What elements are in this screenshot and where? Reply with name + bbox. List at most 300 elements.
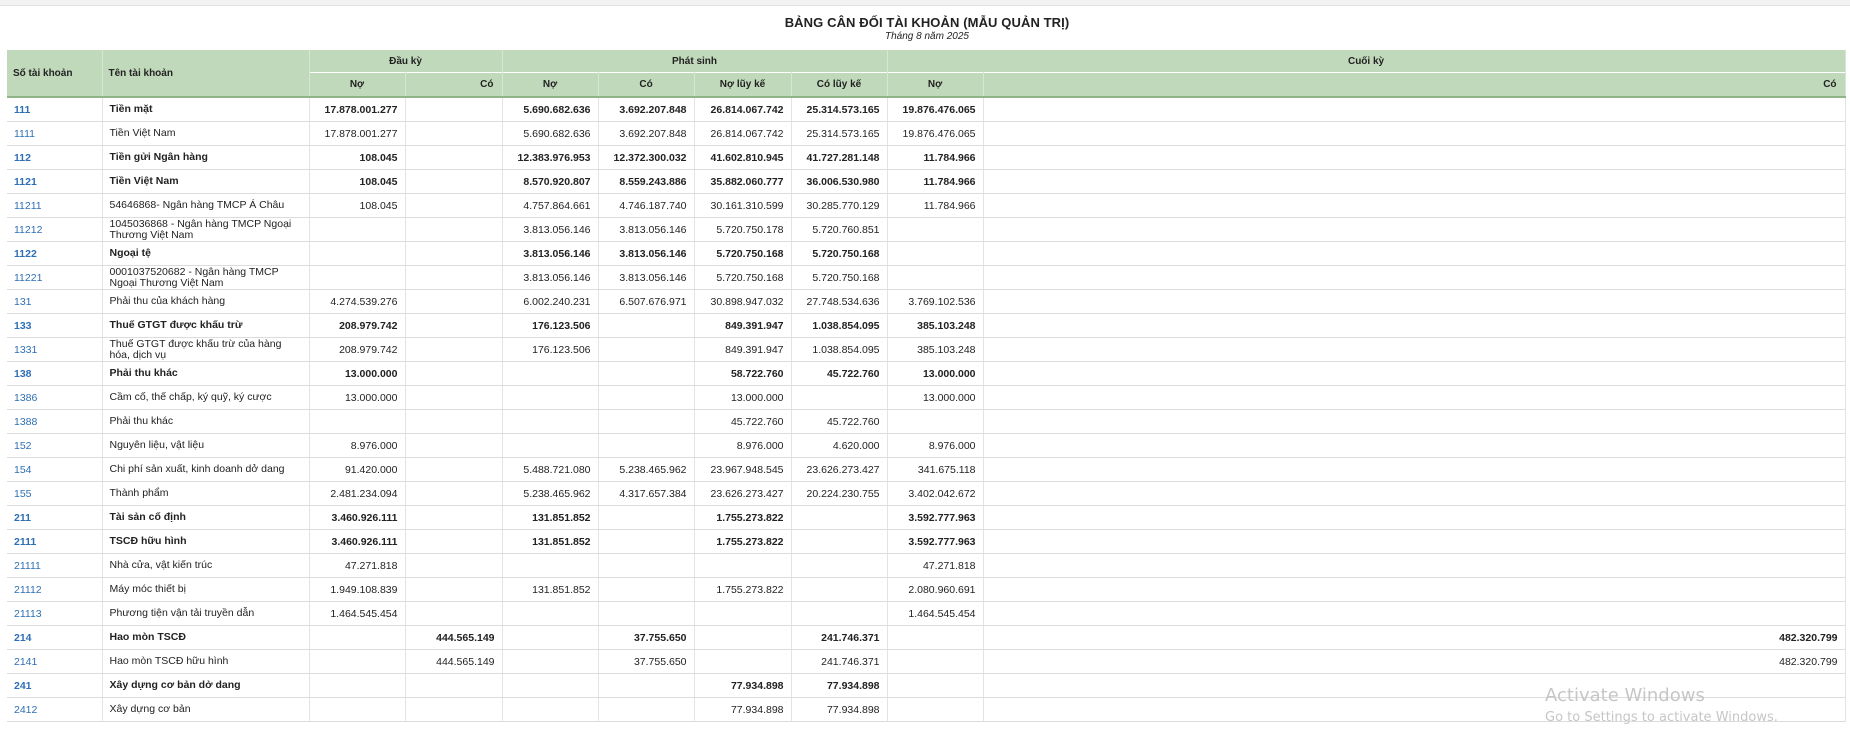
account-code-cell[interactable] [7,266,102,290]
header-movement: Phát sinh [502,50,887,73]
account-code-cell[interactable] [7,578,102,602]
report-period: Tháng 8 năm 2025 [885,31,969,42]
cumulative-debit-cell: 77.934.898 [694,698,791,722]
closing-debit-cell [887,650,983,674]
header-opening-credit: Có [405,73,502,98]
closing-credit-cell [983,122,1845,146]
cumulative-credit-cell: 45.722.760 [791,410,887,434]
account-code-link[interactable]: 11221 [14,271,43,284]
table-row [7,434,1845,458]
cumulative-credit-cell: 5.720.750.168 [791,266,887,290]
table-row [7,650,1845,674]
account-code-cell[interactable] [7,458,102,482]
opening-debit-cell: 13.000.000 [309,386,405,410]
account-code-link[interactable]: 1121 [14,175,37,188]
closing-debit-cell: 13.000.000 [887,362,983,386]
opening-debit-cell: 208.979.742 [309,338,405,362]
account-code-cell[interactable] [7,218,102,242]
account-code-link[interactable]: 1122 [14,247,37,260]
cumulative-debit-cell: 5.720.750.168 [694,242,791,266]
table-row [7,362,1845,386]
account-code-cell[interactable] [7,97,102,122]
closing-credit-cell [983,362,1845,386]
account-name-cell: Tiền Việt Nam [102,170,309,194]
cumulative-debit-cell: 77.934.898 [694,674,791,698]
account-name-cell: Cầm cố, thế chấp, ký quỹ, ký cược [102,386,309,410]
account-name-cell: Tiền Việt Nam [102,122,309,146]
closing-credit-cell [983,242,1845,266]
closing-debit-cell [887,698,983,722]
movement-credit-cell: 5.238.465.962 [598,458,694,482]
account-code-link[interactable]: 133 [14,319,32,332]
opening-debit-cell: 108.045 [309,194,405,218]
account-name-cell: Phải thu khác [102,410,309,434]
movement-debit-cell: 131.851.852 [502,530,598,554]
cumulative-credit-cell [791,554,887,578]
closing-debit-cell: 11.784.966 [887,146,983,170]
account-name-cell: Xây dựng cơ bản [102,698,309,722]
cumulative-debit-cell: 58.722.760 [694,362,791,386]
account-code-link[interactable]: 138 [14,367,32,380]
opening-debit-cell: 1.464.545.454 [309,602,405,626]
closing-credit-cell [983,482,1845,506]
opening-debit-cell: 17.878.001.277 [309,122,405,146]
cumulative-debit-cell [694,554,791,578]
cumulative-debit-cell: 1.755.273.822 [694,506,791,530]
opening-debit-cell: 3.460.926.111 [309,506,405,530]
movement-debit-cell [502,434,598,458]
opening-debit-cell [309,410,405,434]
cumulative-debit-cell: 30.898.947.032 [694,290,791,314]
account-code-cell[interactable] [7,194,102,218]
opening-credit-cell: 444.565.149 [405,626,502,650]
account-name-cell: Phương tiện vận tải truyền dẫn [102,602,309,626]
movement-debit-cell: 5.690.682.636 [502,122,598,146]
cumulative-debit-cell: 23.967.948.545 [694,458,791,482]
account-name-cell: Thành phẩm [102,482,309,506]
movement-debit-cell [502,650,598,674]
opening-credit-cell [405,458,502,482]
movement-debit-cell: 131.851.852 [502,578,598,602]
closing-debit-cell: 11.784.966 [887,194,983,218]
opening-credit-cell [405,338,502,362]
cumulative-debit-cell: 1.755.273.822 [694,530,791,554]
trial-balance-table [7,50,1846,722]
closing-debit-cell [887,218,983,242]
closing-debit-cell: 385.103.248 [887,314,983,338]
table-row [7,122,1845,146]
closing-credit-cell: 482.320.799 [983,650,1845,674]
table-header [7,50,1845,97]
account-code-cell[interactable] [7,530,102,554]
movement-credit-cell: 3.813.056.146 [598,218,694,242]
movement-credit-cell: 6.507.676.971 [598,290,694,314]
cumulative-debit-cell: 8.976.000 [694,434,791,458]
account-code-link[interactable]: 112 [14,151,31,164]
account-code-cell[interactable] [7,650,102,674]
report-title: BẢNG CÂN ĐỐI TÀI KHOẢN (MẪU QUẢN TRỊ) [784,15,1070,30]
closing-credit-cell [983,266,1845,290]
movement-credit-cell: 37.755.650 [598,650,694,674]
opening-debit-cell: 108.045 [309,170,405,194]
account-code-link[interactable]: 11212 [14,223,43,236]
table-row [7,338,1845,362]
movement-credit-cell [598,386,694,410]
opening-credit-cell [405,266,502,290]
account-code-cell[interactable] [7,146,102,170]
account-name-cell: TSCĐ hữu hình [102,530,309,554]
movement-credit-cell [598,506,694,530]
account-code-cell[interactable] [7,362,102,386]
closing-debit-cell [887,266,983,290]
movement-debit-cell [502,698,598,722]
cumulative-credit-cell: 23.626.273.427 [791,458,887,482]
header-closing: Cuối kỳ [887,50,1845,73]
movement-credit-cell [598,602,694,626]
cumulative-debit-cell: 5.720.750.178 [694,218,791,242]
movement-credit-cell [598,554,694,578]
account-code-cell[interactable] [7,434,102,458]
table-row [7,386,1845,410]
opening-credit-cell [405,122,502,146]
cumulative-debit-cell: 26.814.067.742 [694,122,791,146]
closing-debit-cell: 3.592.777.963 [887,506,983,530]
opening-debit-cell: 47.271.818 [309,554,405,578]
movement-debit-cell: 5.238.465.962 [502,482,598,506]
movement-credit-cell [598,698,694,722]
table-row [7,290,1845,314]
account-code-cell[interactable] [7,626,102,650]
opening-credit-cell [405,530,502,554]
movement-credit-cell: 37.755.650 [598,626,694,650]
cumulative-credit-cell: 45.722.760 [791,362,887,386]
table-row [7,218,1845,242]
account-code-link[interactable]: 155 [14,487,32,500]
table-row [7,97,1845,122]
closing-debit-cell: 3.769.102.536 [887,290,983,314]
movement-credit-cell: 3.813.056.146 [598,266,694,290]
closing-debit-cell: 3.592.777.963 [887,530,983,554]
account-code-link[interactable]: 152 [14,439,32,452]
opening-credit-cell [405,602,502,626]
cumulative-credit-cell: 4.620.000 [791,434,887,458]
opening-debit-cell: 4.274.539.276 [309,290,405,314]
opening-debit-cell: 1.949.108.839 [309,578,405,602]
account-code-link[interactable]: 1386 [14,391,38,404]
table-body [7,97,1845,722]
movement-credit-cell [598,314,694,338]
movement-debit-cell: 176.123.506 [502,314,598,338]
opening-credit-cell [405,314,502,338]
account-name-cell: Thuế GTGT được khấu trừ của hàng hóa, dịch vụ [102,338,309,362]
cumulative-credit-cell: 77.934.898 [791,698,887,722]
account-code-cell[interactable] [7,338,102,362]
header-account-name: Tên tài khoản [102,50,309,97]
opening-credit-cell [405,362,502,386]
opening-debit-cell: 91.420.000 [309,458,405,482]
cumulative-credit-cell [791,506,887,530]
account-code-link[interactable]: 1111 [14,127,36,140]
table-row [7,410,1845,434]
movement-debit-cell [502,362,598,386]
movement-debit-cell [502,674,598,698]
cumulative-credit-cell: 5.720.760.851 [791,218,887,242]
movement-credit-cell: 8.559.243.886 [598,170,694,194]
cumulative-debit-cell: 5.720.750.168 [694,266,791,290]
closing-debit-cell: 19.876.476.065 [887,122,983,146]
cumulative-credit-cell: 1.038.854.095 [791,338,887,362]
cumulative-debit-cell: 41.602.810.945 [694,146,791,170]
account-code-cell[interactable] [7,482,102,506]
table-row [7,194,1845,218]
opening-credit-cell [405,170,502,194]
account-name-cell: 0001037520682 - Ngân hàng TMCP Ngoại Thương Việt Nam [102,266,309,290]
movement-credit-cell [598,410,694,434]
closing-credit-cell [983,434,1845,458]
table-row [7,554,1845,578]
cumulative-credit-cell: 27.748.534.636 [791,290,887,314]
closing-credit-cell [983,578,1845,602]
account-code-cell[interactable] [7,506,102,530]
movement-debit-cell: 5.488.721.080 [502,458,598,482]
closing-debit-cell: 13.000.000 [887,386,983,410]
closing-debit-cell [887,242,983,266]
account-name-cell: Nhà cửa, vật kiến trúc [102,554,309,578]
closing-debit-cell [887,410,983,434]
account-code-link[interactable]: 1331 [14,343,38,356]
account-code-link[interactable]: 21113 [14,607,42,620]
account-code-cell[interactable] [7,386,102,410]
movement-debit-cell [502,554,598,578]
account-code-link[interactable]: 154 [14,463,32,476]
account-name-cell: Xây dựng cơ bản dở dang [102,674,309,698]
closing-debit-cell: 3.402.042.672 [887,482,983,506]
cumulative-credit-cell [791,386,887,410]
account-code-link[interactable]: 21111 [14,559,41,572]
header-movement-debit: Nợ [502,73,598,98]
movement-credit-cell [598,674,694,698]
account-code-link[interactable]: 131 [14,295,32,308]
closing-debit-cell: 11.784.966 [887,170,983,194]
account-code-link[interactable]: 211 [14,511,31,524]
movement-credit-cell [598,362,694,386]
table-row [7,506,1845,530]
movement-debit-cell: 6.002.240.231 [502,290,598,314]
movement-debit-cell: 3.813.056.146 [502,242,598,266]
opening-credit-cell [405,386,502,410]
closing-credit-cell [983,410,1845,434]
header-closing-debit: Nợ [887,73,983,98]
cumulative-debit-cell: 23.626.273.427 [694,482,791,506]
table-row [7,266,1845,290]
opening-debit-cell [309,698,405,722]
opening-debit-cell [309,626,405,650]
closing-credit-cell [983,602,1845,626]
closing-debit-cell: 385.103.248 [887,338,983,362]
account-name-cell: Nguyên liệu, vật liệu [102,434,309,458]
closing-credit-cell: 482.320.799 [983,626,1845,650]
account-name-cell: Thuế GTGT được khấu trừ [102,314,309,338]
closing-debit-cell: 47.271.818 [887,554,983,578]
account-code-link[interactable]: 241 [14,679,32,692]
movement-debit-cell: 3.813.056.146 [502,266,598,290]
table-row [7,170,1845,194]
movement-credit-cell: 12.372.300.032 [598,146,694,170]
opening-credit-cell [405,218,502,242]
account-code-cell[interactable] [7,290,102,314]
cumulative-credit-cell [791,578,887,602]
movement-debit-cell: 8.570.920.807 [502,170,598,194]
closing-credit-cell [983,554,1845,578]
account-name-cell: Phải thu khác [102,362,309,386]
cumulative-debit-cell: 849.391.947 [694,338,791,362]
cumulative-credit-cell: 25.314.573.165 [791,122,887,146]
account-name-cell: Chi phí sản xuất, kinh doanh dở dang [102,458,309,482]
opening-debit-cell [309,650,405,674]
account-code-cell[interactable] [7,410,102,434]
closing-debit-cell [887,626,983,650]
table-row [7,242,1845,266]
account-code-link[interactable]: 214 [14,631,32,644]
movement-credit-cell [598,578,694,602]
table-row [7,482,1845,506]
opening-debit-cell: 17.878.001.277 [309,97,405,122]
header-closing-credit: Có [983,73,1845,98]
opening-credit-cell [405,146,502,170]
cumulative-credit-cell [791,530,887,554]
opening-credit-cell [405,434,502,458]
cumulative-debit-cell: 35.882.060.777 [694,170,791,194]
cumulative-debit-cell [694,650,791,674]
cumulative-credit-cell: 241.746.371 [791,626,887,650]
account-code-link[interactable]: 111 [14,103,31,116]
cumulative-debit-cell: 30.161.310.599 [694,194,791,218]
opening-credit-cell [405,290,502,314]
header-opening-debit: Nợ [309,73,405,98]
movement-credit-cell: 4.317.657.384 [598,482,694,506]
account-code-link[interactable]: 2141 [14,655,38,668]
movement-credit-cell [598,530,694,554]
closing-credit-cell [983,386,1845,410]
closing-credit-cell [983,218,1845,242]
header-opening: Đầu kỳ [309,50,502,73]
closing-debit-cell: 2.080.960.691 [887,578,983,602]
opening-debit-cell [309,266,405,290]
closing-credit-cell [983,314,1845,338]
account-name-cell: Hao mòn TSCĐ hữu hình [102,650,309,674]
closing-debit-cell: 341.675.118 [887,458,983,482]
opening-debit-cell: 3.460.926.111 [309,530,405,554]
closing-credit-cell [983,170,1845,194]
movement-debit-cell: 176.123.506 [502,338,598,362]
header-cumulative-debit: Nợ lũy kế [694,73,791,98]
opening-credit-cell [405,410,502,434]
opening-credit-cell [405,482,502,506]
opening-debit-cell: 13.000.000 [309,362,405,386]
account-name-cell: 1045036868 - Ngân hàng TMCP Ngoại Thương Việt Nam [102,218,309,242]
closing-credit-cell [983,506,1845,530]
movement-debit-cell [502,602,598,626]
header-cumulative-credit: Có lũy kế [791,73,887,98]
cumulative-debit-cell: 849.391.947 [694,314,791,338]
movement-credit-cell: 4.746.187.740 [598,194,694,218]
account-code-cell[interactable] [7,554,102,578]
cumulative-credit-cell: 20.224.230.755 [791,482,887,506]
account-code-link[interactable]: 2412 [14,703,38,716]
closing-credit-cell [983,290,1845,314]
table-row [7,458,1845,482]
cumulative-debit-cell: 26.814.067.742 [694,97,791,122]
opening-credit-cell [405,554,502,578]
closing-debit-cell: 1.464.545.454 [887,602,983,626]
cumulative-debit-cell: 1.755.273.822 [694,578,791,602]
movement-debit-cell [502,626,598,650]
opening-credit-cell [405,97,502,122]
table-row [7,626,1845,650]
opening-debit-cell: 2.481.234.094 [309,482,405,506]
movement-debit-cell: 3.813.056.146 [502,218,598,242]
account-name-cell: Tiền gửi Ngân hàng [102,146,309,170]
table-row [7,578,1845,602]
opening-credit-cell [405,506,502,530]
cumulative-debit-cell [694,602,791,626]
movement-debit-cell [502,410,598,434]
account-code-cell[interactable] [7,170,102,194]
account-code-cell[interactable] [7,698,102,722]
report-header [7,5,1847,50]
cumulative-debit-cell [694,626,791,650]
cumulative-debit-cell: 45.722.760 [694,410,791,434]
account-name-cell: Máy móc thiết bị [102,578,309,602]
account-code-link[interactable]: 21112 [14,583,42,596]
movement-credit-cell: 3.692.207.848 [598,97,694,122]
closing-credit-cell [983,530,1845,554]
cumulative-credit-cell: 5.720.750.168 [791,242,887,266]
opening-debit-cell: 8.976.000 [309,434,405,458]
movement-debit-cell: 131.851.852 [502,506,598,530]
movement-debit-cell: 5.690.682.636 [502,97,598,122]
account-code-link[interactable]: 11211 [14,199,42,212]
opening-debit-cell [309,242,405,266]
cumulative-credit-cell: 36.006.530.980 [791,170,887,194]
opening-debit-cell [309,674,405,698]
closing-debit-cell: 19.876.476.065 [887,97,983,122]
table-row [7,602,1845,626]
opening-credit-cell [405,194,502,218]
account-code-cell[interactable] [7,674,102,698]
cumulative-credit-cell [791,602,887,626]
cumulative-credit-cell: 41.727.281.148 [791,146,887,170]
opening-debit-cell: 208.979.742 [309,314,405,338]
table-row [7,314,1845,338]
account-code-cell[interactable] [7,242,102,266]
movement-credit-cell: 3.692.207.848 [598,122,694,146]
cumulative-credit-cell: 25.314.573.165 [791,97,887,122]
account-name-cell: Ngoại tệ [102,242,309,266]
account-code-cell[interactable] [7,314,102,338]
movement-credit-cell [598,434,694,458]
closing-credit-cell [983,338,1845,362]
table-row [7,530,1845,554]
account-code-cell[interactable] [7,122,102,146]
account-code-link[interactable]: 2111 [14,535,37,548]
watermark-subtitle: Go to Settings to activate Windows. [1545,710,1778,725]
cumulative-credit-cell: 30.285.770.129 [791,194,887,218]
account-code-link[interactable]: 1388 [14,415,38,428]
account-code-cell[interactable] [7,602,102,626]
closing-credit-cell [983,146,1845,170]
account-name-cell: Tài sản cố định [102,506,309,530]
